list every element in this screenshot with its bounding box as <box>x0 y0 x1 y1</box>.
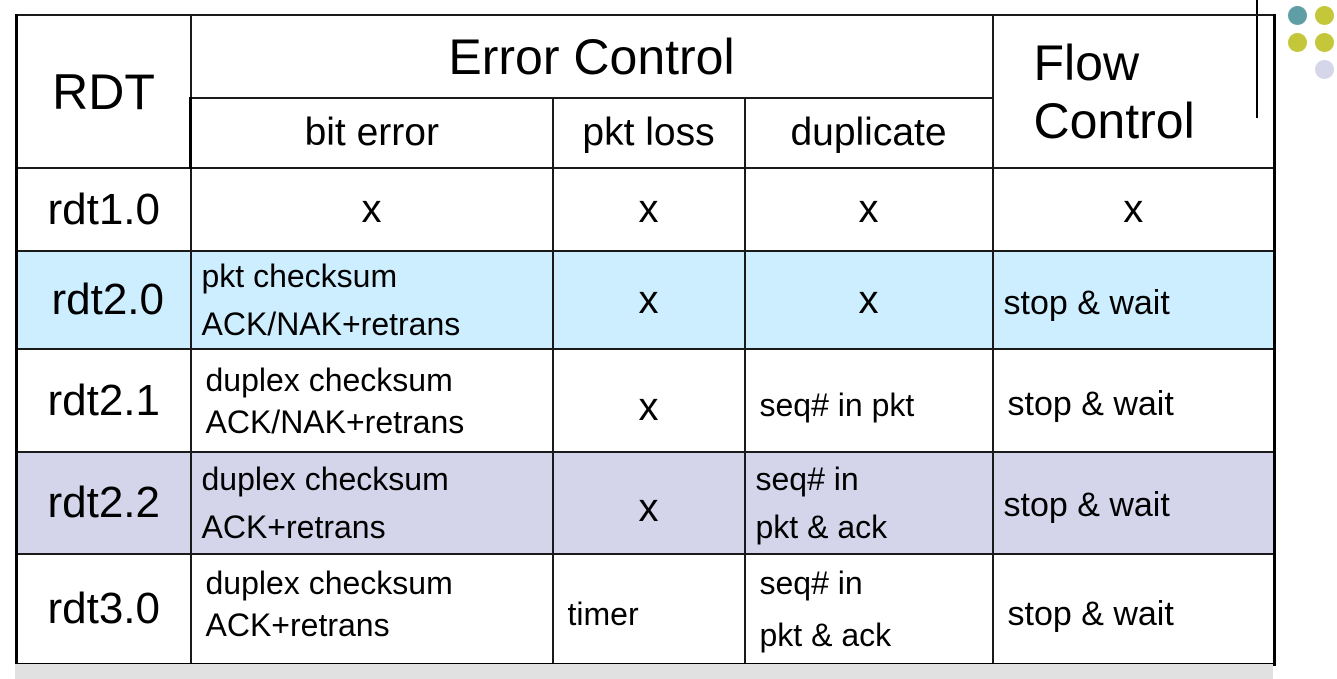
row-name <box>17 349 191 452</box>
cell-duplicate <box>745 251 993 349</box>
cell-value: stop & wait <box>1007 594 1174 633</box>
decor-dot-olive <box>1288 33 1307 52</box>
cell-value: x <box>1123 187 1144 231</box>
table-row <box>17 349 1275 452</box>
rdt-comparison-table <box>15 14 1276 666</box>
cell-bit-error <box>191 251 553 349</box>
header-flow-control <box>993 15 1275 168</box>
row-name <box>17 168 191 251</box>
cell-pkt-loss <box>553 554 745 664</box>
cell-line-1: duplex checksum <box>201 461 449 497</box>
header-pkt-loss <box>553 98 745 168</box>
cell-bit-error <box>191 554 553 664</box>
cell-value: stop & wait <box>1003 486 1170 524</box>
cell-pkt-loss <box>553 349 745 452</box>
cell-value: x <box>638 277 659 322</box>
cell-value: x <box>858 277 879 322</box>
decor-dot-teal <box>1288 6 1307 25</box>
row-name-label: rdt2.1 <box>47 375 160 425</box>
table-row <box>17 452 1275 554</box>
row-name-label: rdt2.0 <box>51 275 164 324</box>
header-bit-error <box>191 98 553 168</box>
table-row <box>17 168 1275 251</box>
cell-value: stop & wait <box>1007 384 1174 423</box>
cell-pkt-loss <box>553 452 745 554</box>
row-name-label: rdt1.0 <box>47 184 160 234</box>
cell-duplicate <box>745 168 993 251</box>
cell-flow-control <box>993 168 1275 251</box>
footer-bar <box>15 664 1273 679</box>
cell-line-2: ACK+retrans <box>201 509 386 545</box>
cell-value: x <box>638 187 659 231</box>
cell-line-1: seq# in <box>759 564 863 601</box>
header-error-control <box>191 15 993 98</box>
cell-line-1: duplex checksum <box>205 564 453 601</box>
cell-flow-control <box>993 554 1275 664</box>
cell-flow-control <box>993 452 1275 554</box>
cell-pkt-loss <box>553 168 745 251</box>
cell-bit-error <box>191 168 553 251</box>
cell-value: stop & wait <box>1003 284 1170 322</box>
row-name-label: rdt2.2 <box>47 478 160 527</box>
header-rdt <box>17 15 191 168</box>
header-bit-error-label: bit error <box>304 111 439 154</box>
header-pkt-loss-label: pkt loss <box>582 111 715 154</box>
cell-duplicate <box>745 554 993 664</box>
cell-duplicate <box>745 452 993 554</box>
cell-line-2: pkt & ack <box>759 616 892 653</box>
header-duplicate-label: duplicate <box>790 111 947 154</box>
table-row <box>17 251 1275 349</box>
cell-flow-control <box>993 349 1275 452</box>
cell-line-1: pkt checksum <box>201 258 398 294</box>
header-duplicate <box>745 98 993 168</box>
cell-line-2: pkt & ack <box>755 509 888 545</box>
cell-line-2: ACK+retrans <box>205 606 390 643</box>
cell-bit-error <box>191 452 553 554</box>
cell-line-2: ACK/NAK+retrans <box>201 306 461 342</box>
cell-value: seq# in pkt <box>759 386 915 423</box>
decor-dot-olive <box>1315 33 1334 52</box>
cell-line-2: ACK/NAK+retrans <box>205 403 465 440</box>
cell-value: x <box>858 187 879 231</box>
row-name <box>17 251 191 349</box>
cell-value: x <box>361 187 382 231</box>
cell-value: x <box>638 385 659 429</box>
cell-value: timer <box>567 595 639 632</box>
decor-dot-olive <box>1315 6 1334 25</box>
cell-bit-error <box>191 349 553 452</box>
cell-duplicate <box>745 349 993 452</box>
table-row <box>17 554 1275 664</box>
row-name <box>17 452 191 554</box>
header-flow-label: Flow <box>1033 34 1140 91</box>
cell-value: x <box>638 485 659 530</box>
row-name-label: rdt3.0 <box>47 583 160 633</box>
cell-line-1: seq# in <box>755 461 859 497</box>
header-rdt-label: RDT <box>52 63 155 120</box>
row-name <box>17 554 191 664</box>
cell-line-1: duplex checksum <box>205 361 453 398</box>
decor-dot-lavender <box>1315 60 1334 79</box>
cell-pkt-loss <box>553 251 745 349</box>
header-error-control-label: Error Control <box>448 28 735 85</box>
header-control-label: Control <box>1033 92 1195 149</box>
cell-flow-control <box>993 251 1275 349</box>
